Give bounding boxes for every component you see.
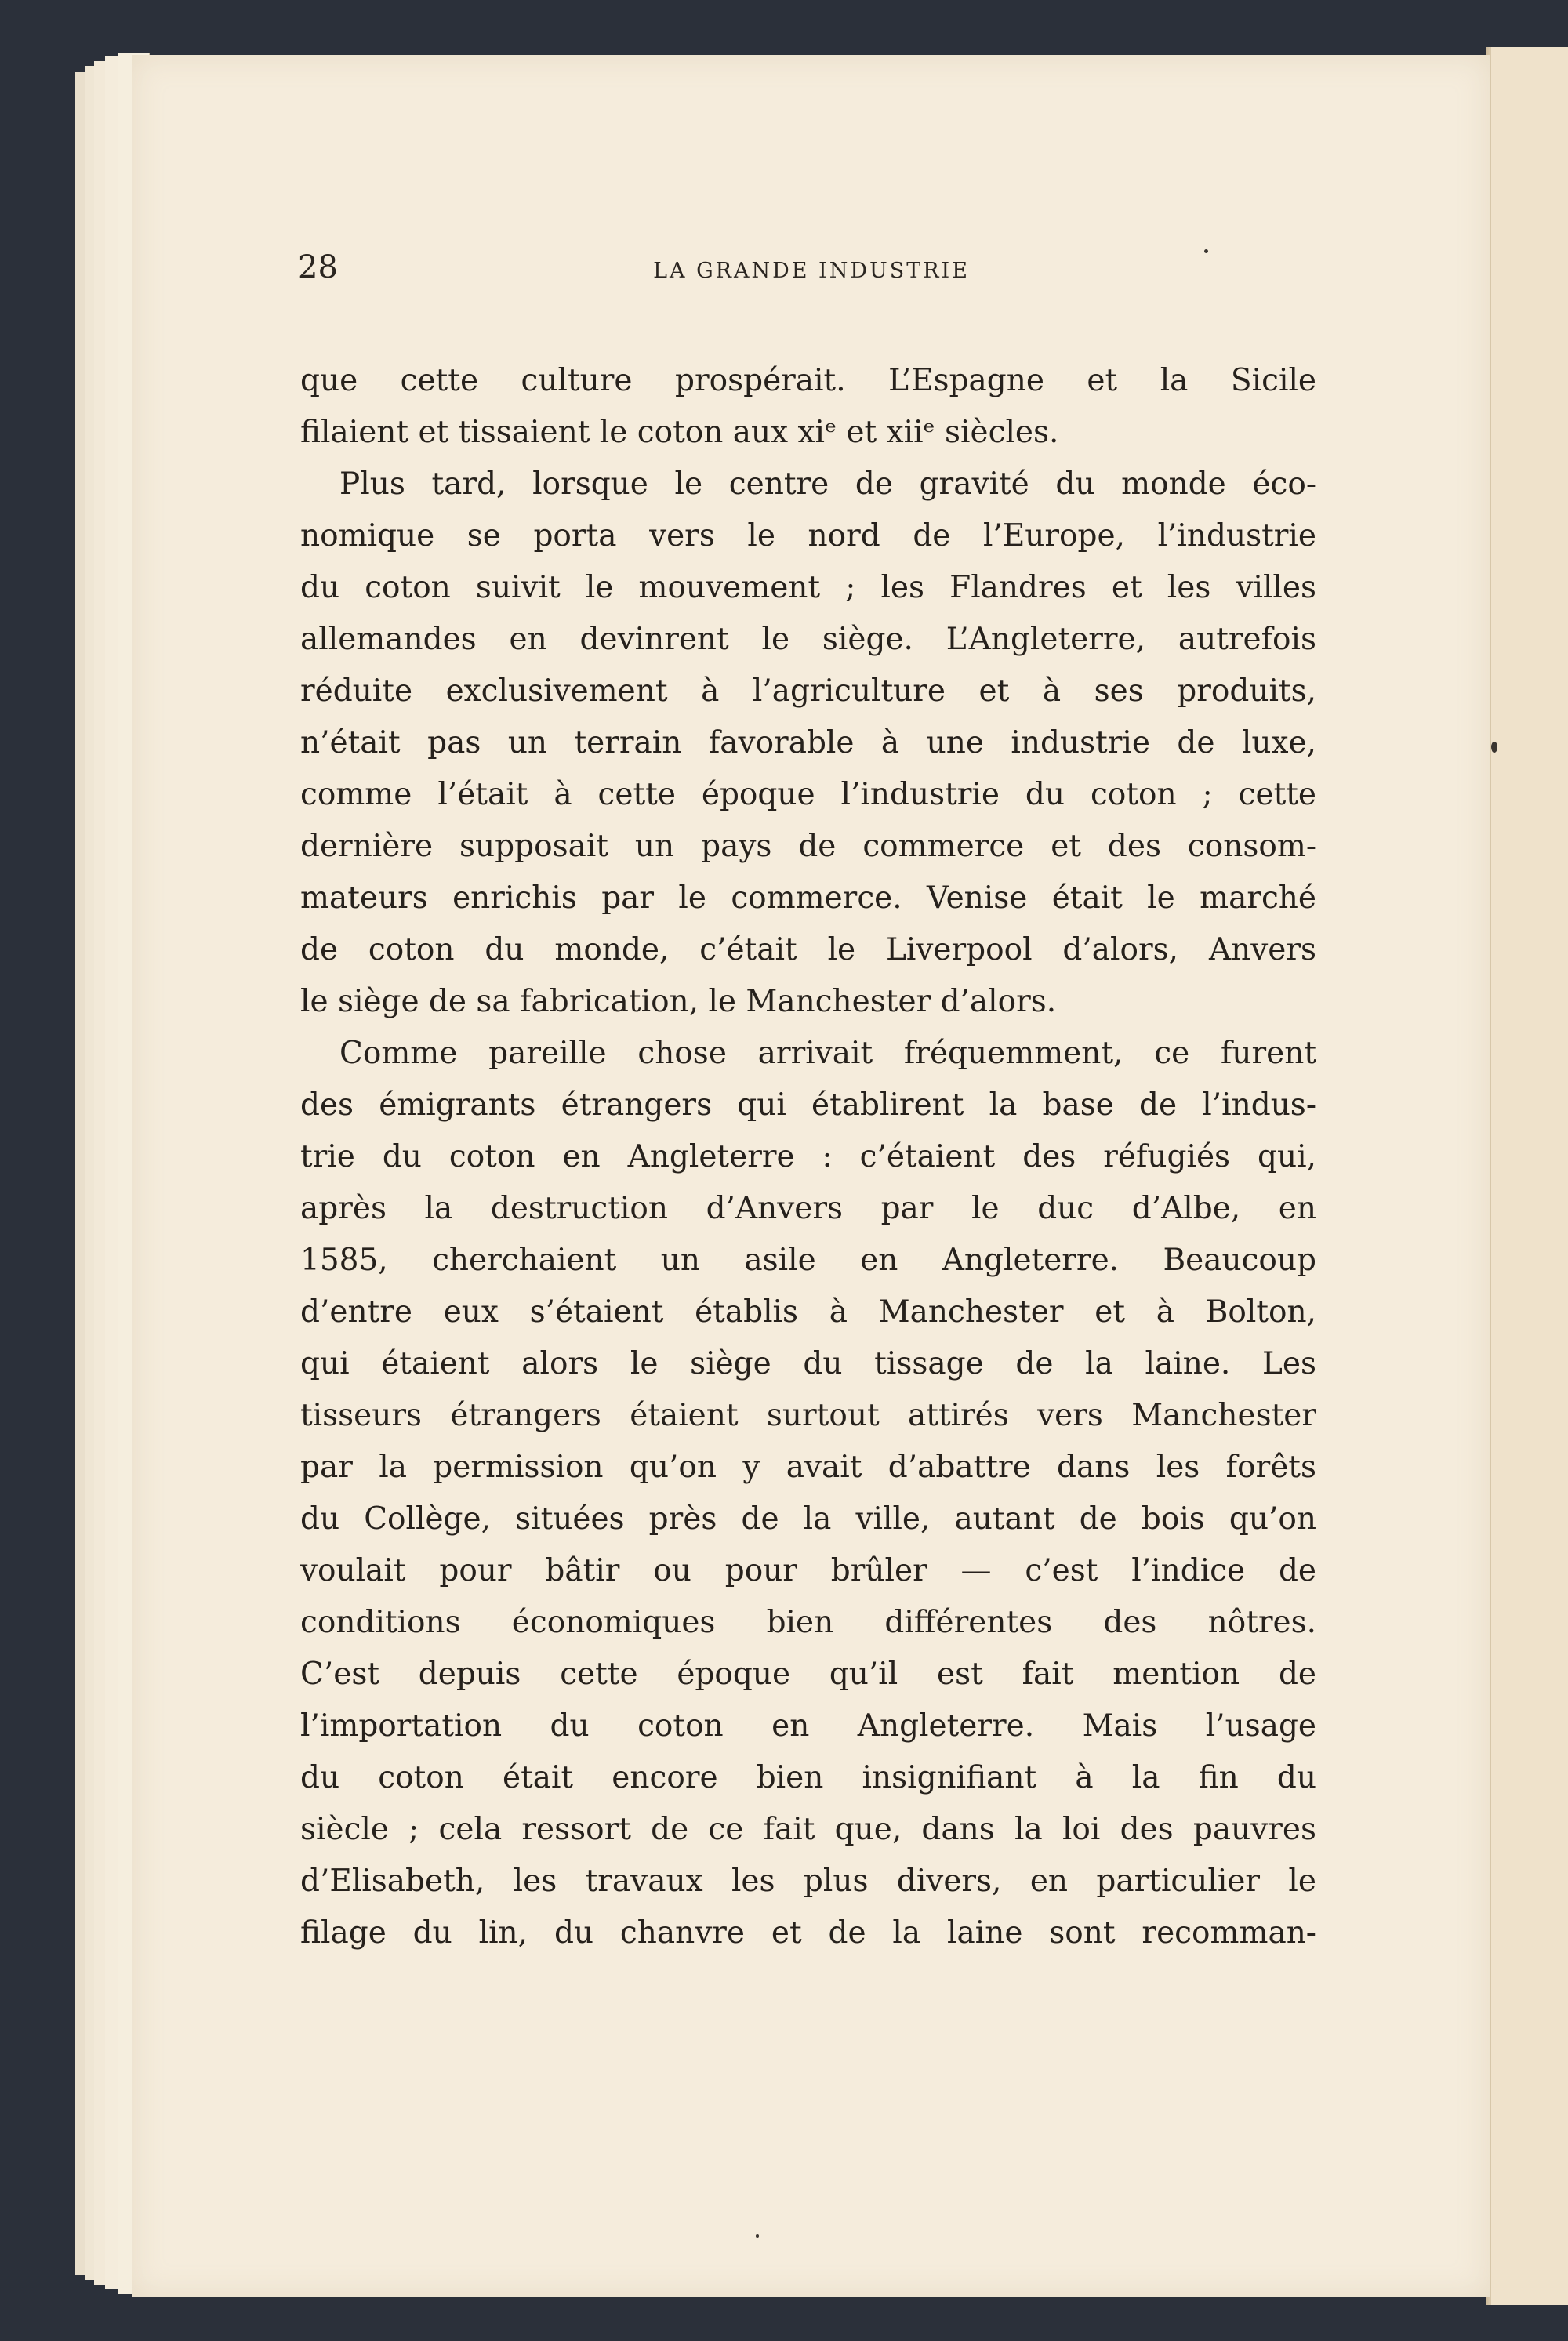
page-number: 28 bbox=[298, 249, 338, 285]
text-line: comme l’était à cette époque l’industrie du coton ; cette bbox=[300, 777, 1316, 812]
text-line: des émigrants étrangers qui établirent la base de l’indus- bbox=[300, 1087, 1316, 1123]
body-text bbox=[300, 355, 1316, 1959]
text-line: du coton était encore bien insignifiant à la fin du bbox=[300, 1760, 1316, 1795]
text-line: conditions économiques bien différentes des nôtres. bbox=[300, 1605, 1316, 1640]
text-line: du coton suivit le mouvement ; les Flandres et les villes bbox=[300, 570, 1316, 605]
text-line: l’importation du coton en Angleterre. Mais l’usage bbox=[300, 1708, 1316, 1744]
paper-speck bbox=[756, 2234, 759, 2238]
text-line: de coton du monde, c’était le Liverpool d’alors, Anvers bbox=[300, 932, 1316, 967]
text-line: d’Elisabeth, les travaux les plus divers, en particulier le bbox=[300, 1864, 1316, 1899]
text-line: tisseurs étrangers étaient surtout attirés vers Manchester bbox=[300, 1398, 1316, 1433]
text-line: que cette culture prospérait. L’Espagne et la Sicile bbox=[300, 363, 1316, 398]
page-header bbox=[298, 235, 1325, 290]
paper-speck bbox=[1204, 249, 1208, 253]
text-line: Plus tard, lorsque le centre de gravité du monde éco- bbox=[339, 466, 1316, 502]
text-line: réduite exclusivement à l’agriculture et à ses produits, bbox=[300, 673, 1316, 709]
text-line: trie du coton en Angleterre : c’étaient des réfugiés qui, bbox=[300, 1139, 1316, 1174]
text-line: filage du lin, du chanvre et de la laine sont recomman- bbox=[300, 1915, 1316, 1951]
text-line: voulait pour bâtir ou pour brûler — c’est l’indice de bbox=[300, 1553, 1316, 1588]
text-line: 1585, cherchaient un asile en Angleterre. Beaucoup bbox=[300, 1243, 1316, 1278]
paper-speck bbox=[1491, 742, 1497, 753]
text-line: par la permission qu’on y avait d’abattre dans les forêts bbox=[300, 1450, 1316, 1485]
text-line: mateurs enrichis par le commerce. Venise était le marché bbox=[300, 880, 1316, 916]
text-line: qui étaient alors le siège du tissage de la laine. Les bbox=[300, 1346, 1316, 1381]
text-line: Comme pareille chose arrivait fréquemment, ce furent bbox=[339, 1036, 1316, 1071]
text-line: C’est depuis cette époque qu’il est fait mention de bbox=[300, 1657, 1316, 1692]
text-line: du Collège, situées près de la ville, autant de bois qu’on bbox=[300, 1501, 1316, 1537]
text-line: allemandes en devinrent le siège. L’Angleterre, autrefois bbox=[300, 622, 1316, 657]
adjacent-page-strip bbox=[1490, 47, 1568, 2305]
running-head: LA GRANDE INDUSTRIE bbox=[653, 259, 970, 283]
text-line: après la destruction d’Anvers par le duc d’Albe, en bbox=[300, 1191, 1316, 1226]
text-line: n’était pas un terrain favorable à une industrie de luxe, bbox=[300, 725, 1316, 760]
text-line: d’entre eux s’étaient établis à Manchester et à Bolton, bbox=[300, 1294, 1316, 1330]
text-line: filaient et tissaient le coton aux xiᵉ et xiiᵉ siècles. bbox=[300, 415, 1059, 450]
text-line: siècle ; cela ressort de ce fait que, dans la loi des pauvres bbox=[300, 1812, 1316, 1847]
text-line: le siège de sa fabrication, le Manchester d’alors. bbox=[300, 984, 1057, 1019]
text-line: dernière supposait un pays de commerce et des consom- bbox=[300, 829, 1316, 864]
text-line: nomique se porta vers le nord de l’Europe, l’industrie bbox=[300, 518, 1316, 553]
